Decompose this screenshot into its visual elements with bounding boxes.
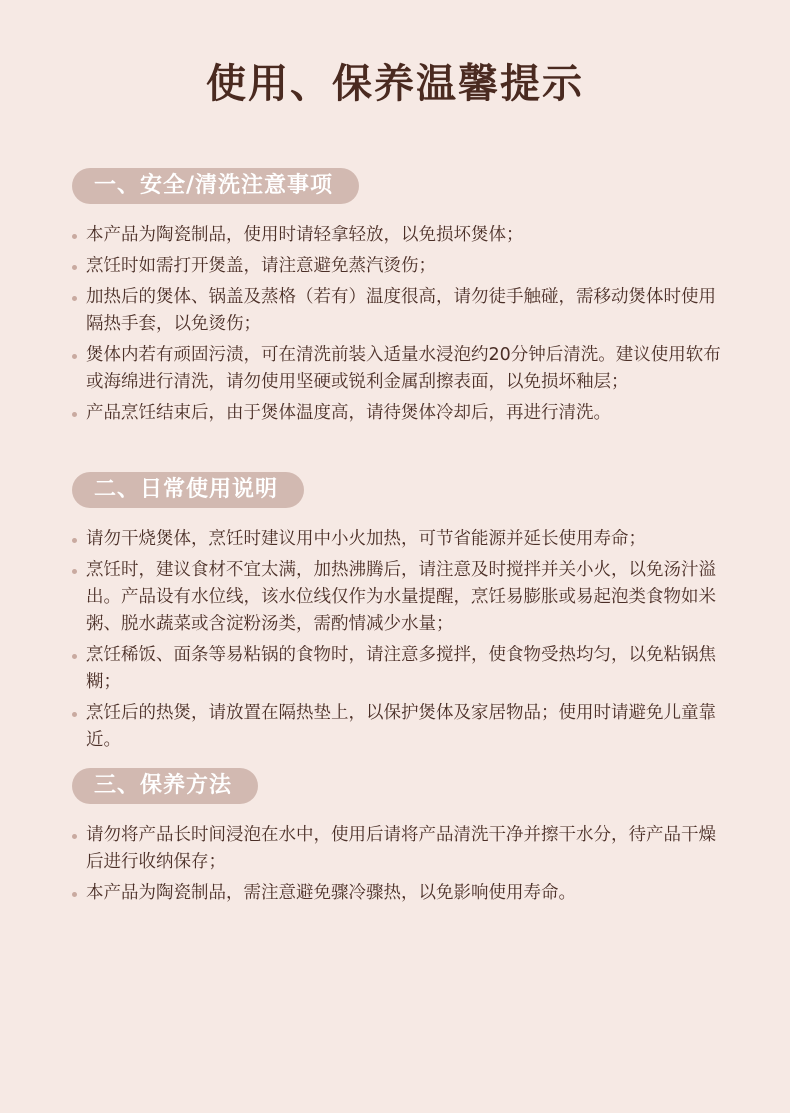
list-item bbox=[72, 284, 722, 338]
list-item-text: 请勿干烧煲体，烹饪时建议用中小火加热，可节省能源并延长使用寿命； bbox=[86, 529, 646, 549]
list-item bbox=[72, 642, 722, 696]
bullet-icon bbox=[72, 892, 77, 897]
list-item-text: 产品烹饪结束后，由于煲体温度高，请待煲体冷却后，再进行清洗。 bbox=[86, 403, 611, 423]
section-heading: 二、日常使用说明 bbox=[72, 472, 304, 508]
section-daily-use bbox=[72, 472, 722, 758]
list-item bbox=[72, 342, 722, 396]
bullet-icon bbox=[72, 569, 77, 574]
list-item-text: 本产品为陶瓷制品，使用时请轻拿轻放，以免损坏煲体； bbox=[86, 225, 524, 245]
bullet-icon bbox=[72, 538, 77, 543]
list-item bbox=[72, 253, 722, 280]
bullet-icon bbox=[72, 834, 77, 839]
section-maintenance bbox=[72, 768, 722, 911]
bullet-list bbox=[72, 222, 722, 427]
section-safety-cleaning bbox=[72, 168, 722, 431]
list-item-text: 加热后的煲体、锅盖及蒸格（若有）温度很高，请勿徒手触碰，需移动煲体时使用隔热手套，以免烫伤； bbox=[86, 287, 716, 334]
bullet-icon bbox=[72, 354, 77, 359]
bullet-icon bbox=[72, 234, 77, 239]
bullet-icon bbox=[72, 712, 77, 717]
bullet-list bbox=[72, 526, 722, 754]
list-item-text: 请勿将产品长时间浸泡在水中，使用后请将产品清洗干净并擦干水分，待产品干燥后进行收纳保存； bbox=[86, 825, 716, 872]
list-item-text: 烹饪稀饭、面条等易粘锅的食物时，请注意多搅拌，使食物受热均匀，以免粘锅焦糊； bbox=[86, 645, 716, 692]
list-item bbox=[72, 880, 722, 907]
list-item-text: 烹饪时，建议食材不宜太满，加热沸腾后，请注意及时搅拌并关小火，以免汤汁溢出。产品设有水位线，该水位线仅作为水量提醒，烹饪易膨胀或易起泡类食物如米粥、脱水蔬菜或含淀粉汤类，需酌情减少水量； bbox=[86, 560, 716, 634]
list-item-text: 烹饪时如需打开煲盖，请注意避免蒸汽烫伤； bbox=[86, 256, 436, 276]
list-item-text: 本产品为陶瓷制品，需注意避免骤冷骤热，以免影响使用寿命。 bbox=[86, 883, 576, 903]
list-item bbox=[72, 222, 722, 249]
list-item bbox=[72, 400, 722, 427]
section-heading: 一、安全/清洗注意事项 bbox=[72, 168, 359, 204]
list-item bbox=[72, 526, 722, 553]
page-title: 使用、保养温馨提示 bbox=[206, 61, 584, 107]
list-item bbox=[72, 557, 722, 638]
list-item-text: 煲体内若有顽固污渍，可在清洗前装入适量水浸泡约20分钟后清洗。建议使用软布或海绵进行清洗，请勿使用坚硬或锐利金属刮擦表面，以免损坏釉层； bbox=[86, 345, 721, 392]
bullet-icon bbox=[72, 265, 77, 270]
bullet-icon bbox=[72, 412, 77, 417]
list-item bbox=[72, 822, 722, 876]
bullet-list bbox=[72, 822, 722, 907]
section-heading: 三、保养方法 bbox=[72, 768, 258, 804]
bullet-icon bbox=[72, 654, 77, 659]
list-item-text: 烹饪后的热煲，请放置在隔热垫上，以保护煲体及家居物品；使用时请避免儿童靠近。 bbox=[86, 703, 716, 750]
list-item bbox=[72, 700, 722, 754]
bullet-icon bbox=[72, 296, 77, 301]
